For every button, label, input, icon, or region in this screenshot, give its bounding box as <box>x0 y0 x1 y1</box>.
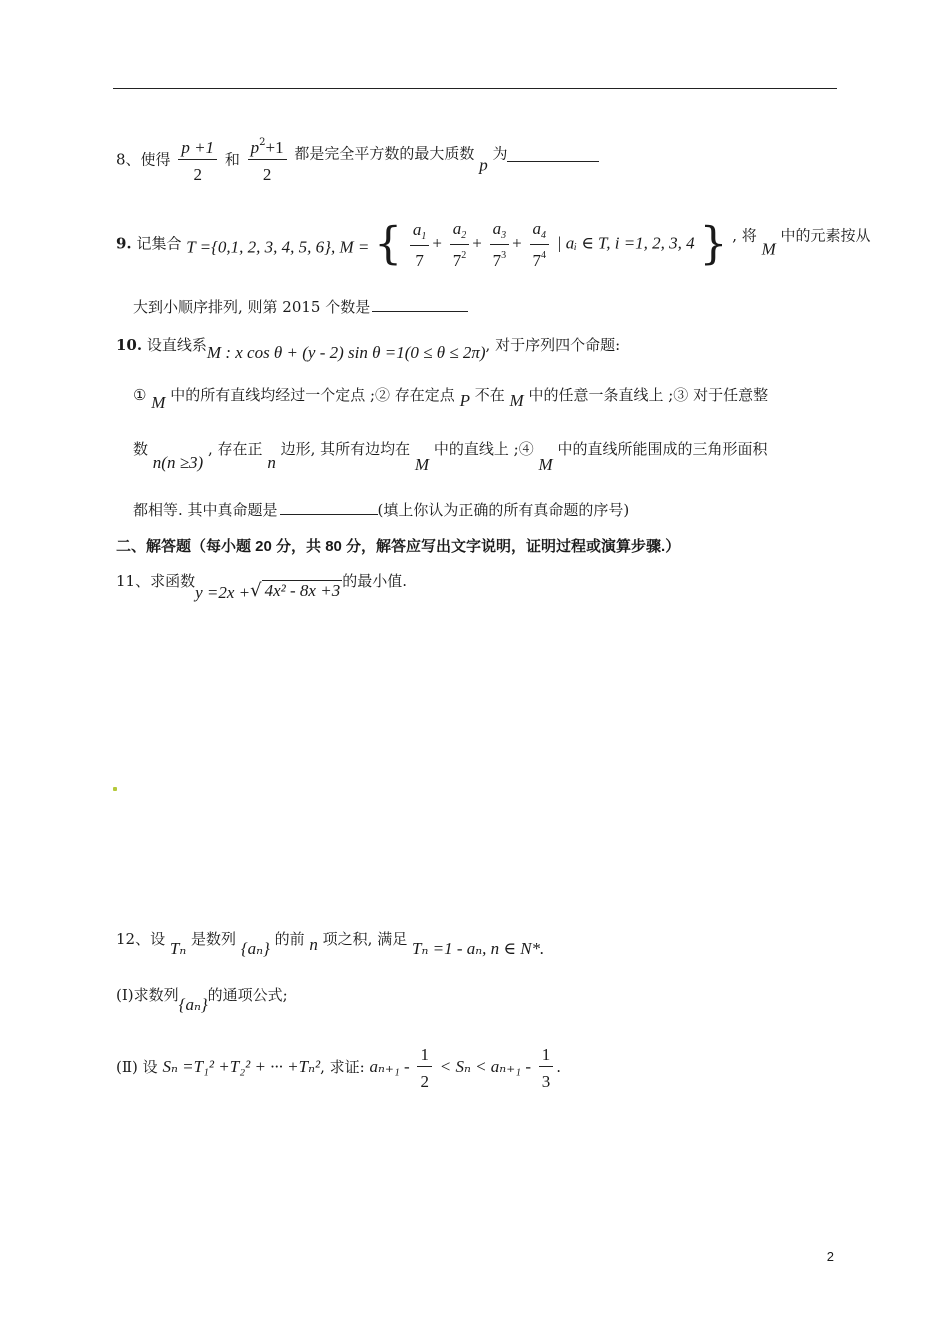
page-number: 2 <box>826 1249 834 1264</box>
q9-set-definition: T ={0,1, 2, 3, 4, 5, 6}, M = <box>186 237 370 257</box>
q8-frac2-numerator <box>248 138 287 160</box>
q11-formula-a: y =2x + <box>195 583 251 602</box>
q9-term-1: $\frac{a_1}{7}$ <box>410 221 430 269</box>
q8-label: 8、使得 <box>116 150 171 169</box>
q10-answer-blank <box>280 514 378 515</box>
q12-frac1-den: 2 <box>420 1072 429 1091</box>
q12-part1-a: (Ⅰ)求数列 <box>116 986 179 1004</box>
question-12 <box>116 932 544 957</box>
q12-n: n <box>309 935 318 954</box>
q10-l4-a: 都相等. 其中真命题是 <box>133 501 278 519</box>
q10-line-4 <box>133 503 629 518</box>
q9-line2-text: 大到小顺序排列, 则第 2015 个数是 <box>133 298 371 316</box>
q9-right-brace: } <box>699 218 728 270</box>
question-8 <box>116 138 599 183</box>
q10-l3-c: 边形, 其所有边均在 <box>280 440 411 458</box>
q9-term-2: $\frac{a_2}{7^2}$ <box>450 220 470 269</box>
q12-condition: Tₙ =1 - aₙ, n ∈ N*. <box>412 939 545 958</box>
q12-part2-b: , 求证: <box>320 1058 365 1076</box>
q8-frac2-rest: +1 <box>265 138 284 157</box>
q12-frac2-num: 1 <box>539 1046 554 1067</box>
q12-part2-a: (Ⅱ) 设 <box>116 1058 158 1076</box>
q12-ineq-b: < Sₙ < aₙ₊₁ - <box>439 1057 531 1076</box>
q12-part-2 <box>116 1046 561 1090</box>
q12-t1: 是数列 <box>191 930 237 948</box>
question-10 <box>116 338 620 361</box>
q8-fraction-2 <box>248 138 287 183</box>
q10-text2: , 对于序列四个命题: <box>485 336 621 354</box>
q12-ineq-a: aₙ₊₁ - <box>369 1057 410 1076</box>
q8-tail: 为 <box>492 144 508 163</box>
q8-answer-blank <box>507 161 599 162</box>
question-11 <box>116 574 407 601</box>
q12-part1-b: 的通项公式; <box>207 986 288 1004</box>
q8-and: 和 <box>224 150 240 169</box>
q11-label: 11、求函数 <box>116 572 196 590</box>
q10-l3-n2: n <box>267 453 276 472</box>
q8-frac1-denominator: 2 <box>193 164 202 184</box>
q12-t3: 项之积, 满足 <box>322 930 408 948</box>
q12-ineq-end: . <box>556 1058 562 1076</box>
q10-l2-a: ① <box>133 386 147 404</box>
q9-condition: | aᵢ ∈ T, i =1, 2, 3, 4 <box>556 233 695 253</box>
q12-label: 12、设 <box>116 930 166 948</box>
q10-l3-M: M <box>414 455 430 474</box>
q12-Tn: Tₙ <box>169 939 187 958</box>
q11-tail: 的最小值. <box>342 572 407 590</box>
q12-t2: 的前 <box>274 930 305 948</box>
q10-l2-d: 中的任意一条直线上 ;③ 对于任意整 <box>528 386 769 404</box>
q10-l4-b: (填上你认为正确的所有真命题的序号) <box>377 501 630 519</box>
q12-frac-third <box>539 1046 554 1090</box>
q12-frac-half <box>417 1046 432 1090</box>
section-2-title: 二、解答题（每小题 20 分，共 80 分，解答应写出文字说明，证明过程或演算步骤.） <box>116 538 681 555</box>
q8-fraction-1 <box>178 139 217 183</box>
q9-text1: 记集合 <box>136 234 182 253</box>
q10-l3-n: n(n ≥3) <box>152 453 204 472</box>
q10-l3-M2: M <box>538 455 553 474</box>
q10-formula: M : x cos θ + (y - 2) sin θ =1(0 ≤ θ ≤ 2π) <box>206 343 486 362</box>
q9-label: 9. <box>116 234 132 253</box>
question-9: 9. 记集合 T ={0,1, 2, 3, 4, 5, 6}, M = { $\frac{a_1}{7}$ + $\frac{a_2}{7^2}$ + $\frac{a_3}{7^3}$ + $\frac{a_4}{7^4}$ | aᵢ ∈ T, i =1, 2, 3, 4 } , 将 M 中的元素按从 <box>116 218 871 270</box>
q12-part2-S: Sₙ =T₁² +T₂² + ··· +Tₙ² <box>162 1057 321 1076</box>
q10-line-3 <box>133 442 767 473</box>
q10-l2-P: P <box>459 391 470 410</box>
q11-sqrt-sign: √ <box>250 580 262 601</box>
q12-frac2-den: 3 <box>541 1072 551 1091</box>
q10-label: 10. <box>116 336 143 354</box>
q9-var-M: M <box>761 239 776 259</box>
q9-left-brace: { <box>374 218 403 270</box>
q10-l3-b: , 存在正 <box>207 440 263 458</box>
header-rule <box>113 88 837 89</box>
q10-l3-d: 中的直线上 ;④ <box>433 440 534 458</box>
q8-frac2-exp: 2 <box>259 137 266 148</box>
q12-an-set: {aₙ} <box>240 939 270 958</box>
q10-l2-b: 中的所有直线均经过一个定点 ;② 存在定点 <box>170 386 455 404</box>
q8-frac1-numerator: p +1 <box>178 139 217 160</box>
q10-text1: 设直线系 <box>146 336 207 354</box>
q10-l2-c: 不在 <box>474 386 505 404</box>
q8-var-p: p <box>479 155 488 175</box>
q10-line-2 <box>133 388 768 411</box>
q12-part-1 <box>116 988 288 1013</box>
q10-l2-M2: M <box>509 391 524 410</box>
q9-answer-blank <box>372 311 468 312</box>
q12-frac1-num: 1 <box>417 1046 432 1067</box>
q9-line-2 <box>133 300 468 315</box>
q12-part1-set: {aₙ} <box>178 995 208 1014</box>
q9-text2: , 将 <box>732 226 757 245</box>
q11-formula-sqrt: 4x² - 8x +3 <box>262 580 343 599</box>
q10-l3-e: 中的直线所能围成的三角形面积 <box>557 440 768 458</box>
q9-term-3: $\frac{a_3}{7^3}$ <box>490 220 510 269</box>
q8-text: 都是完全平方数的最大质数 <box>294 144 475 163</box>
q9-text3: 中的元素按从 <box>780 226 871 245</box>
q10-l2-M1: M <box>151 393 166 412</box>
q9-term-4: $\frac{a_4}{7^4}$ <box>530 220 550 269</box>
q8-frac2-denominator: 2 <box>262 165 272 184</box>
q8-frac2-base: p <box>250 138 260 157</box>
scan-mark <box>113 787 117 791</box>
q10-l3-a: 数 <box>133 440 149 458</box>
